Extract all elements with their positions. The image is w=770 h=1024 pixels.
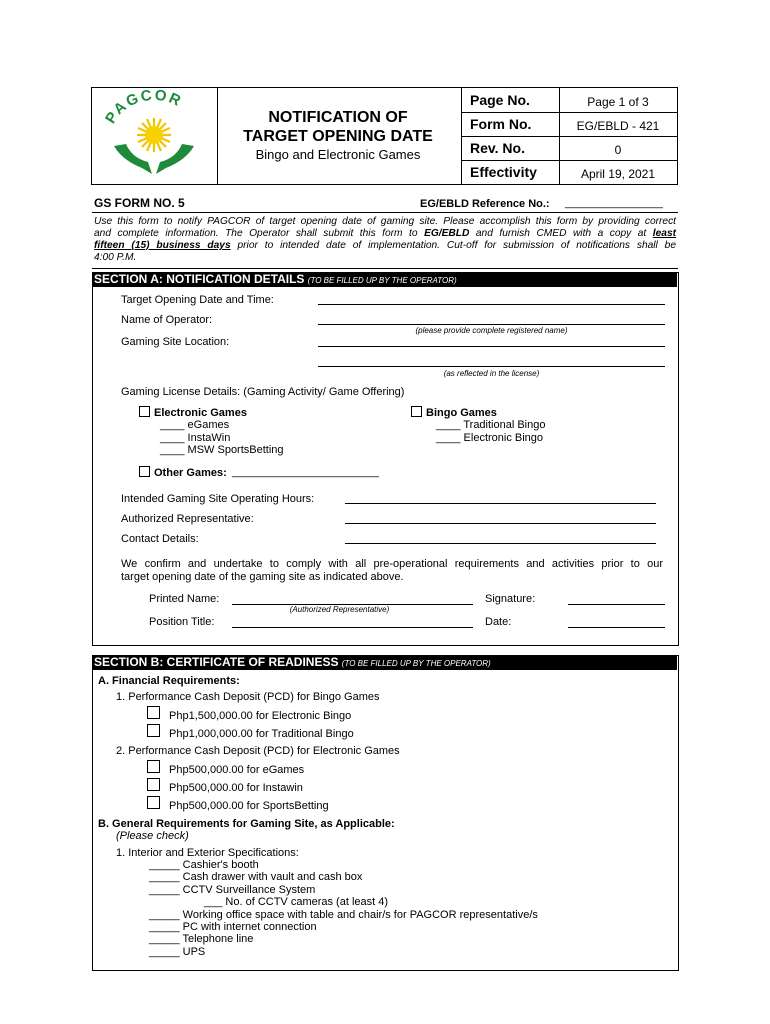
pcd-egames-checkbox[interactable] bbox=[147, 760, 160, 773]
pcd-instawin-label: Php500,000.00 for Instawin bbox=[169, 782, 303, 794]
section-a-header: SECTION A: NOTIFICATION DETAILS (TO BE FILLED UP BY THE OPERATOR) bbox=[92, 272, 677, 287]
pcd-traditional-bingo-checkbox[interactable] bbox=[147, 724, 160, 737]
logo-cell bbox=[92, 88, 218, 184]
gs-form-number: GS FORM NO. 5 bbox=[94, 196, 185, 210]
pcd-egames-label: Php500,000.00 for eGames bbox=[169, 764, 305, 776]
form-title-line2: TARGET OPENING DATE bbox=[243, 128, 433, 145]
license-label: Gaming License Details: (Gaming Activity/ Game Offering) bbox=[121, 386, 405, 398]
operator-field[interactable] bbox=[318, 324, 665, 325]
rep-label: Authorized Representative: bbox=[121, 513, 254, 525]
pcd-eg-label: 2. Performance Cash Deposit (PCD) for Electronic Games bbox=[116, 745, 400, 757]
pcd-bingo-label: 1. Performance Cash Deposit (PCD) for Bingo Games bbox=[116, 691, 380, 703]
title-cell bbox=[218, 108, 458, 164]
interior-checklist bbox=[149, 859, 538, 958]
list-item[interactable]: ____ eGames bbox=[160, 419, 230, 431]
list-item[interactable]: _____ PC with internet connection bbox=[149, 921, 317, 934]
section-b-header: SECTION B: CERTIFICATE OF READINESS (TO BE FILLED UP BY THE OPERATOR) bbox=[92, 655, 677, 670]
meta-label-rev: Rev. No. bbox=[470, 140, 525, 156]
list-item[interactable]: ____ Traditional Bingo bbox=[436, 419, 546, 431]
form-title-line1: NOTIFICATION OF bbox=[268, 109, 408, 126]
contact-field[interactable] bbox=[345, 543, 656, 544]
location-label: Gaming Site Location: bbox=[121, 336, 230, 348]
meta-label-effectivity: Effectivity bbox=[470, 164, 537, 180]
operator-hint: (please provide complete registered name) bbox=[415, 326, 568, 335]
location-hint: (as reflected in the license) bbox=[443, 369, 540, 378]
list-item[interactable]: _____ CCTV Surveillance System bbox=[149, 883, 316, 896]
meta-label-page: Page No. bbox=[470, 92, 530, 108]
signature-field[interactable] bbox=[568, 604, 665, 605]
electronic-games-checkbox[interactable]: Electronic Games bbox=[139, 406, 247, 419]
contact-label: Contact Details: bbox=[121, 533, 199, 545]
target-date-label: Target Opening Date and Time: bbox=[121, 294, 274, 306]
list-item[interactable]: ____ MSW SportsBetting bbox=[160, 444, 284, 456]
instructions: Use this form to notify PAGCOR of target opening date of gaming site. Please accomplish this form by providing correct and complete information. The Operator shall submit this form to EG/EBLD and furnish CMED with a copy at least fifteen (15) business days prior to intended date of implementation. Cut-off for submission of notifications shall be 4:00 P.M. bbox=[94, 216, 677, 263]
list-item[interactable]: _____ Working office space with table and chair/s for PAGCOR representative/s bbox=[149, 908, 538, 921]
operator-label: Name of Operator: bbox=[121, 314, 213, 326]
target-date-field[interactable] bbox=[318, 304, 665, 305]
printed-name-hint: (Authorized Representative) bbox=[289, 605, 390, 614]
signature-label: Signature: bbox=[485, 593, 536, 605]
list-item[interactable]: ____ Electronic Bingo bbox=[436, 431, 544, 444]
confirmation-text: We confirm and undertake to comply with all pre-operational requirements and activities prior to our target opening date of the gaming site as indicated above. bbox=[121, 558, 663, 583]
other-games-field[interactable]: ________________________ bbox=[232, 466, 379, 478]
list-item[interactable]: _____ Telephone line bbox=[149, 933, 254, 946]
form-subtitle: Bingo and Electronic Games bbox=[255, 147, 421, 162]
pcd-sportsbetting-label: Php500,000.00 for SportsBetting bbox=[169, 800, 329, 812]
meta-value-page: Page 1 of 3 bbox=[587, 95, 649, 109]
list-item[interactable]: ___ No. of CCTV cameras (at least 4) bbox=[204, 896, 389, 909]
please-check-note: (Please check) bbox=[116, 830, 189, 842]
list-item[interactable]: _____ UPS bbox=[149, 945, 206, 958]
hours-label: Intended Gaming Site Operating Hours: bbox=[121, 493, 315, 505]
bingo-games-list bbox=[436, 419, 545, 444]
pcd-sportsbetting-checkbox[interactable] bbox=[147, 796, 160, 809]
meta-value-rev: 0 bbox=[614, 143, 622, 157]
meta-value-form: EG/EBLD - 421 bbox=[576, 119, 660, 133]
hours-field[interactable] bbox=[345, 503, 656, 504]
general-requirements-title: B. General Requirements for Gaming Site, as Applicable: bbox=[98, 818, 395, 830]
list-item[interactable]: _____ Cashier's booth bbox=[149, 859, 259, 871]
location-field-2[interactable] bbox=[318, 366, 665, 367]
list-item[interactable]: ____ InstaWin bbox=[160, 431, 231, 444]
pagcor-logo-icon bbox=[92, 88, 217, 184]
interior-label: 1. Interior and Exterior Specifications: bbox=[116, 847, 299, 859]
other-games-checkbox[interactable]: Other Games: bbox=[139, 466, 227, 479]
position-field[interactable] bbox=[232, 627, 473, 628]
header-table bbox=[91, 87, 678, 185]
pcd-electronic-bingo-label: Php1,500,000.00 for Electronic Bingo bbox=[169, 710, 352, 722]
financial-requirements-title: A. Financial Requirements: bbox=[98, 675, 240, 687]
svg-text:PAGCOR: PAGCOR bbox=[102, 88, 185, 127]
reference-label: EG/EBLD Reference No.: bbox=[420, 198, 550, 210]
location-field-1[interactable] bbox=[318, 346, 665, 347]
position-label: Position Title: bbox=[149, 616, 215, 628]
date-field[interactable] bbox=[568, 627, 665, 628]
pcd-electronic-bingo-checkbox[interactable] bbox=[147, 706, 160, 719]
electronic-games-list bbox=[160, 419, 284, 457]
meta-value-effectivity: April 19, 2021 bbox=[580, 167, 656, 181]
pcd-instawin-checkbox[interactable] bbox=[147, 778, 160, 791]
pcd-traditional-bingo-label: Php1,000,000.00 for Traditional Bingo bbox=[169, 728, 354, 740]
rep-field[interactable] bbox=[345, 523, 656, 524]
printed-name-label: Printed Name: bbox=[149, 593, 220, 605]
bingo-games-checkbox[interactable]: Bingo Games bbox=[411, 406, 497, 419]
list-item[interactable]: _____ Cash drawer with vault and cash box bbox=[149, 871, 363, 884]
reference-field[interactable]: ________________ bbox=[565, 197, 663, 209]
date-label: Date: bbox=[485, 616, 512, 628]
meta-label-form: Form No. bbox=[470, 116, 532, 132]
